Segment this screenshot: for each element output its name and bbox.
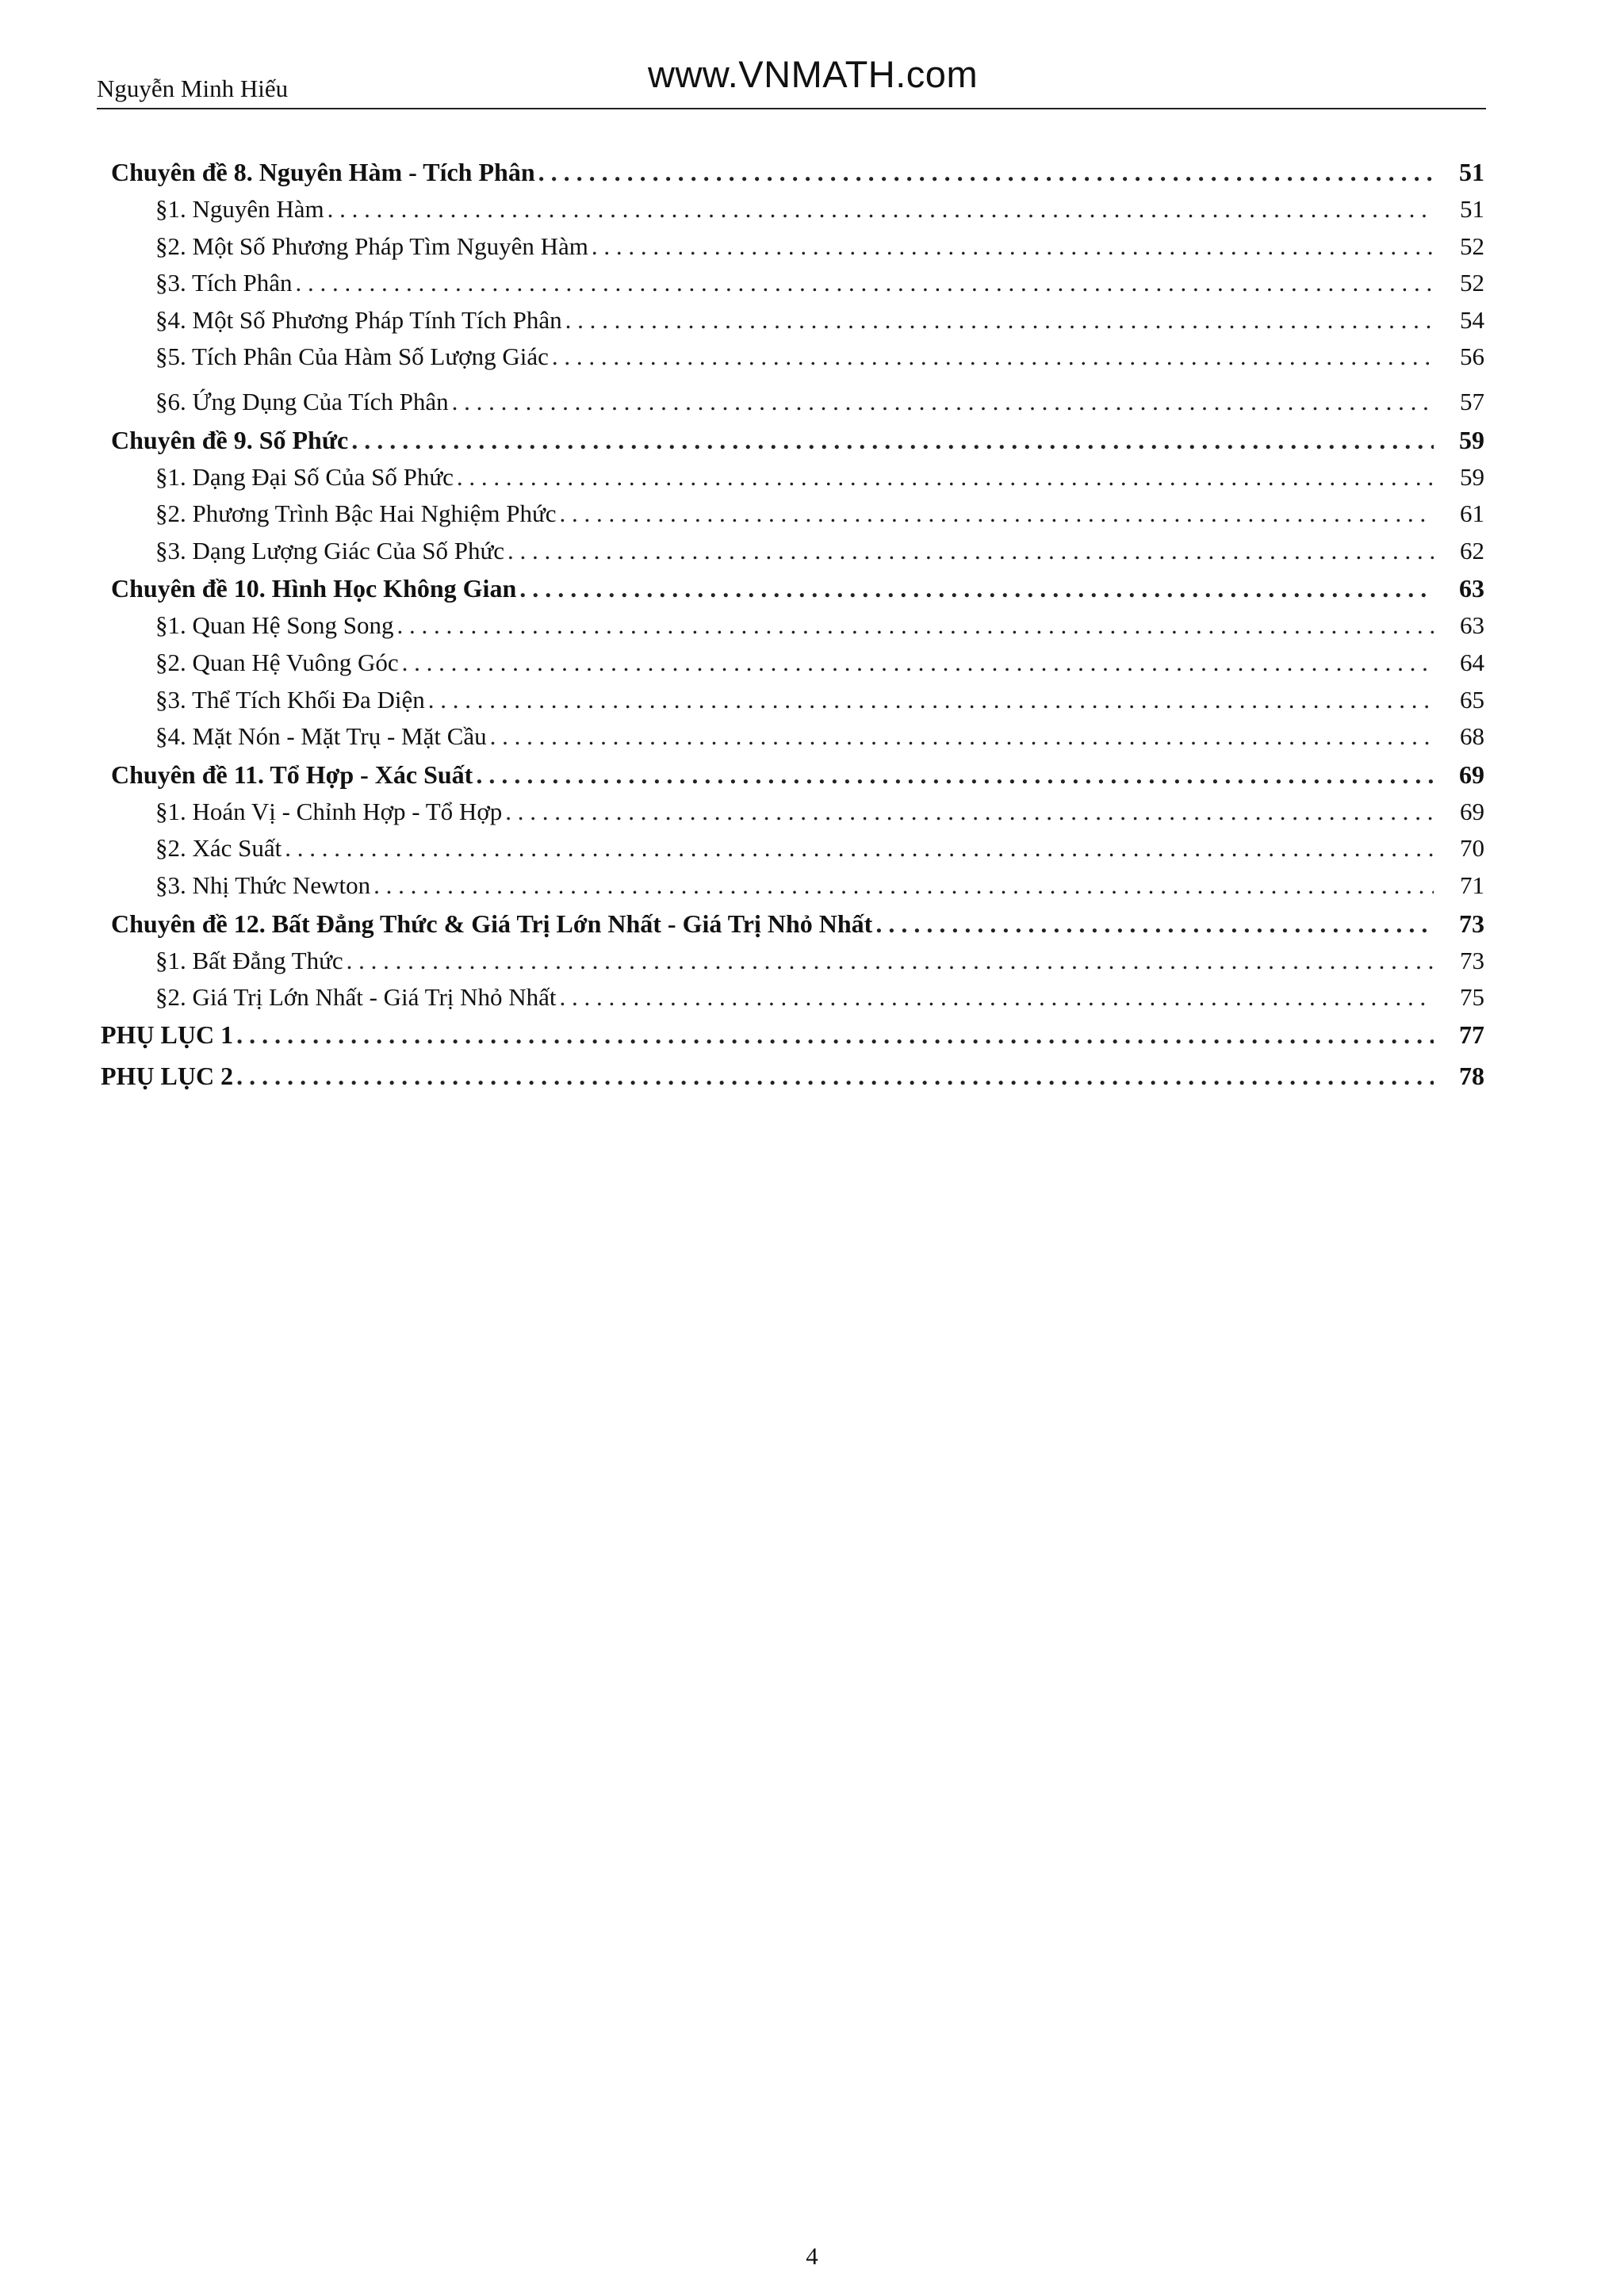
- toc-entry-page: 71: [1460, 871, 1484, 899]
- dot-leader: [592, 232, 1434, 261]
- toc-entry-page: 57: [1460, 387, 1484, 415]
- dot-leader: [327, 195, 1434, 224]
- toc-section-entry[interactable]: [111, 306, 1484, 343]
- dot-leader: [565, 306, 1434, 335]
- toc-entry-label: §4. Mặt Nón - Mặt Trụ - Mặt Cầu: [155, 722, 487, 751]
- toc-entry-label: §4. Một Số Phương Pháp Tính Tích Phân: [155, 305, 562, 334]
- dot-leader: [560, 499, 1434, 528]
- toc-entry-label: §1. Quan Hệ Song Song: [155, 611, 394, 640]
- toc-entry-page: 52: [1460, 269, 1484, 297]
- website-url: www.VNMATH.com: [648, 53, 979, 95]
- toc-section-entry[interactable]: [111, 232, 1484, 270]
- toc-entry-label: §2. Phương Trình Bậc Hai Nghiệm Phức: [155, 499, 557, 528]
- toc-entry-label: §3. Dạng Lượng Giác Của Số Phức: [155, 536, 505, 564]
- dot-leader: [351, 426, 1434, 455]
- dot-leader: [397, 611, 1434, 640]
- toc-entry-page: 65: [1460, 685, 1484, 714]
- toc-entry-label: PHỤ LỤC 2: [101, 1061, 234, 1090]
- toc-entry-page: 51: [1460, 195, 1484, 223]
- toc-entry-page: 73: [1460, 946, 1484, 974]
- toc-entry-page: 69: [1460, 797, 1484, 825]
- dot-leader: [452, 388, 1434, 416]
- toc-entry-label: Chuyên đề 12. Bất Đẳng Thức & Giá Trị Lớn Nhất - Giá Trị Nhỏ Nhất: [111, 909, 873, 938]
- toc-section-entry[interactable]: [111, 834, 1484, 871]
- dot-leader: [236, 1062, 1434, 1091]
- toc-entry-label: PHỤ LỤC 1: [101, 1020, 234, 1049]
- dot-leader: [505, 798, 1434, 826]
- toc-entry-page: 73: [1459, 909, 1484, 938]
- dot-leader: [519, 574, 1434, 603]
- toc-section-entry[interactable]: [111, 871, 1484, 909]
- toc-entry-page: 59: [1459, 425, 1484, 454]
- dot-leader: [875, 909, 1434, 939]
- toc-entry-page: 69: [1459, 760, 1484, 789]
- toc-entry-page: 56: [1460, 342, 1484, 371]
- toc-entry-label: §2. Giá Trị Lớn Nhất - Giá Trị Nhỏ Nhất: [155, 983, 557, 1012]
- toc-entry-label: §1. Dạng Đại Số Của Số Phức: [155, 462, 454, 491]
- author-name: Nguyễn Minh Hiếu: [97, 75, 289, 102]
- toc-section-entry[interactable]: [111, 499, 1484, 537]
- toc-section-entry[interactable]: [111, 342, 1484, 380]
- toc-entry-label: §2. Một Số Phương Pháp Tìm Nguyên Hàm: [155, 232, 588, 260]
- toc-chapter-entry[interactable]: [111, 158, 1484, 195]
- toc-entry-label: §6. Ứng Dụng Của Tích Phân: [155, 387, 449, 415]
- toc-entry-page: 52: [1460, 232, 1484, 260]
- toc-entry-label: Chuyên đề 8. Nguyên Hàm - Tích Phân: [111, 158, 535, 186]
- toc-chapter-entry[interactable]: [111, 426, 1484, 463]
- toc-entry-page: 61: [1460, 499, 1484, 528]
- page-header: [97, 48, 1486, 109]
- toc-entry-label: Chuyên đề 10. Hình Học Không Gian: [111, 574, 517, 603]
- dot-leader: [552, 342, 1434, 371]
- toc-section-entry[interactable]: [111, 722, 1484, 760]
- page-number: 4: [806, 2242, 818, 2270]
- toc-entry-page: 68: [1460, 722, 1484, 751]
- toc-section-entry[interactable]: [111, 388, 1484, 425]
- dot-leader: [457, 463, 1434, 492]
- dot-leader: [236, 1020, 1434, 1050]
- toc-entry-label: Chuyên đề 11. Tổ Hợp - Xác Suất: [111, 760, 473, 789]
- toc-section-entry[interactable]: [111, 983, 1484, 1020]
- toc-entry-label: §3. Thể Tích Khối Đa Diện: [155, 685, 425, 714]
- toc-entry-page: 54: [1460, 305, 1484, 334]
- toc-section-entry[interactable]: [111, 537, 1484, 574]
- toc-entry-page: 63: [1459, 574, 1484, 603]
- toc-section-entry[interactable]: [111, 611, 1484, 649]
- dot-leader: [538, 158, 1434, 187]
- dot-leader: [373, 871, 1434, 900]
- toc-entry-page: 59: [1460, 462, 1484, 491]
- dot-leader: [428, 686, 1434, 714]
- toc-entry-label: §1. Bất Đẳng Thức: [155, 946, 343, 974]
- toc-section-entry[interactable]: [111, 649, 1484, 686]
- toc-entry-page: 75: [1460, 983, 1484, 1012]
- toc-entry-page: 62: [1460, 536, 1484, 564]
- toc-entry-page: 63: [1460, 611, 1484, 640]
- toc-entry-label: §1. Nguyên Hàm: [155, 195, 324, 223]
- toc-entry-label: §1. Hoán Vị - Chỉnh Hợp - Tổ Hợp: [155, 797, 503, 825]
- toc-entry-page: 51: [1459, 158, 1484, 186]
- dot-leader: [296, 269, 1434, 297]
- table-of-contents: [101, 157, 1484, 1103]
- toc-section-entry[interactable]: [111, 463, 1484, 500]
- dot-leader: [347, 947, 1434, 975]
- toc-chapter-entry[interactable]: [111, 760, 1484, 798]
- toc-section-entry[interactable]: [111, 269, 1484, 306]
- toc-chapter-entry[interactable]: [111, 909, 1484, 947]
- toc-appendix-entry[interactable]: [101, 1020, 1484, 1062]
- toc-entry-label: §3. Tích Phân: [155, 269, 293, 297]
- toc-section-entry[interactable]: [111, 195, 1484, 232]
- toc-section-entry[interactable]: [111, 798, 1484, 835]
- dot-leader: [560, 983, 1434, 1012]
- toc-section-entry[interactable]: [111, 947, 1484, 984]
- dot-leader: [402, 649, 1434, 677]
- toc-entry-page: 64: [1460, 648, 1484, 676]
- toc-section-entry[interactable]: [111, 686, 1484, 723]
- dot-leader: [476, 760, 1434, 790]
- toc-entry-page: 77: [1459, 1020, 1484, 1049]
- toc-entry-label: §5. Tích Phân Của Hàm Số Lượng Giác: [155, 342, 549, 371]
- dot-leader: [490, 722, 1434, 751]
- toc-chapter-entry[interactable]: [111, 574, 1484, 611]
- toc-entry-label: §3. Nhị Thức Newton: [155, 871, 371, 899]
- toc-appendix-entry[interactable]: [101, 1062, 1484, 1103]
- toc-entry-label: §2. Xác Suất: [155, 834, 282, 863]
- dot-leader: [285, 834, 1434, 863]
- toc-entry-page: 70: [1460, 834, 1484, 863]
- toc-entry-label: §2. Quan Hệ Vuông Góc: [155, 648, 399, 676]
- toc-entry-label: Chuyên đề 9. Số Phức: [111, 425, 349, 454]
- dot-leader: [508, 537, 1434, 565]
- toc-entry-page: 78: [1459, 1061, 1484, 1090]
